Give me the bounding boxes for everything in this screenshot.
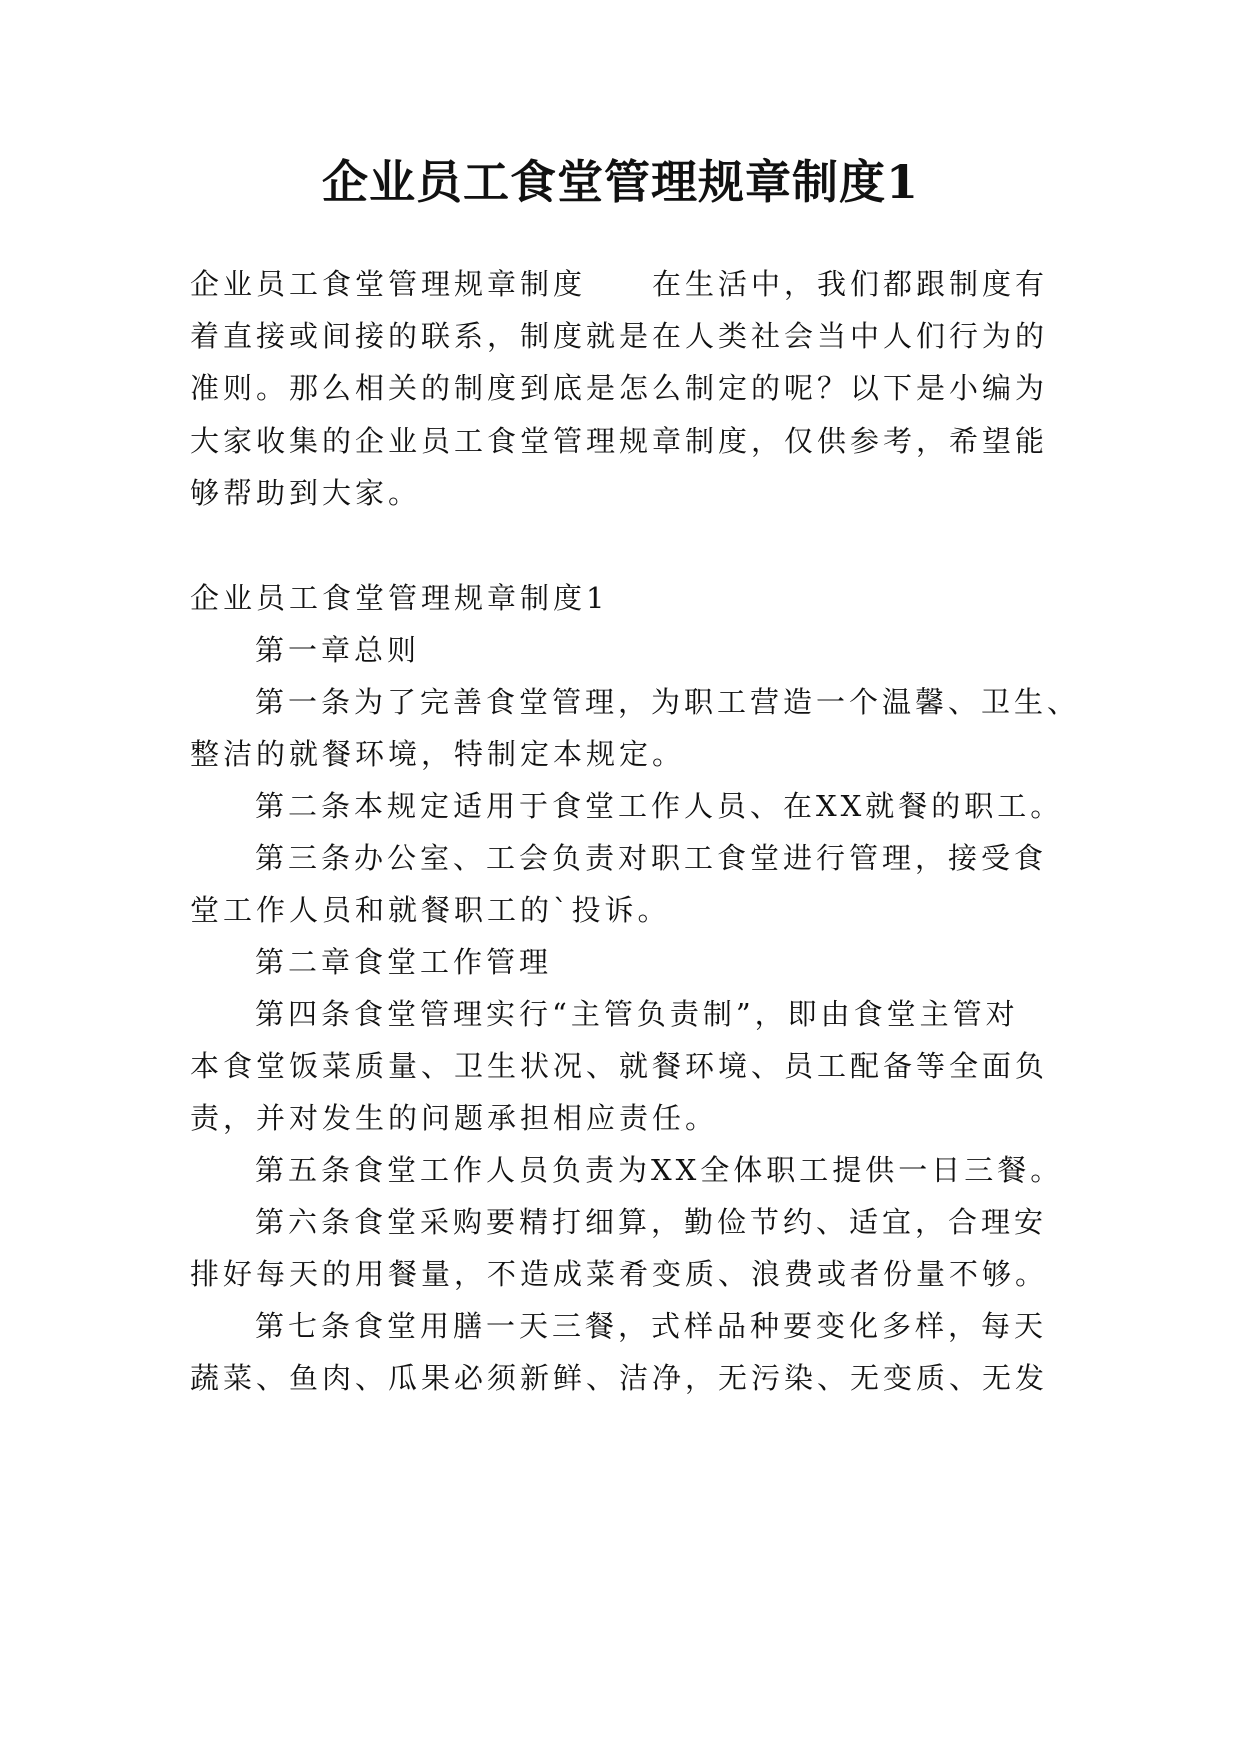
body-line-13: 蔬菜、鱼肉、瓜果必须新鲜、洁净，无污染、无变质、无发 bbox=[190, 1361, 1049, 1395]
intro-line-2: 着直接或间接的联系，制度就是在人类社会当中人们行为的 bbox=[190, 319, 1049, 353]
intro-line-5: 够帮助到大家。 bbox=[190, 476, 422, 510]
body-line-12: 第七条食堂用膳一天三餐，式样品种要变化多样，每天 bbox=[255, 1309, 1048, 1343]
document-title: 企业员工食堂管理规章制度1 bbox=[321, 155, 919, 209]
body-line-8: 责，并对发生的问题承担相应责任。 bbox=[190, 1101, 719, 1135]
chapter-heading-1: 第一章总则 bbox=[255, 633, 421, 667]
chapter-heading-2: 第二章食堂工作管理 bbox=[255, 945, 553, 979]
body-line-5: 堂工作人员和就餐职工的`投诉。 bbox=[190, 893, 671, 927]
body-line-11: 排好每天的用餐量，不造成菜肴变质、浪费或者份量不够。 bbox=[190, 1257, 1049, 1291]
body-line-3: 第二条本规定适用于食堂工作人员、在XX就餐的职工。 bbox=[255, 789, 1064, 823]
body-line-2: 整洁的就餐环境，特制定本规定。 bbox=[190, 737, 686, 771]
intro-line-1: 企业员工食堂管理规章制度 在生活中，我们都跟制度有 bbox=[190, 267, 1049, 301]
body-line-9: 第五条食堂工作人员负责为XX全体职工提供一日三餐。 bbox=[255, 1153, 1064, 1187]
intro-line-3: 准则。那么相关的制度到底是怎么制定的呢？以下是小编为 bbox=[190, 371, 1049, 405]
section-heading: 企业员工食堂管理规章制度1 bbox=[190, 581, 609, 615]
intro-line-4: 大家收集的企业员工食堂管理规章制度，仅供参考，希望能 bbox=[190, 424, 1049, 458]
body-line-1: 第一条为了完善食堂管理，为职工营造一个温馨、卫生、 bbox=[255, 685, 1081, 719]
body-line-7: 本食堂饭菜质量、卫生状况、就餐环境、员工配备等全面负 bbox=[190, 1049, 1049, 1083]
body-line-4: 第三条办公室、工会负责对职工食堂进行管理，接受食 bbox=[255, 841, 1048, 875]
body-line-6: 第四条食堂管理实行“主管负责制”，即由食堂主管对 bbox=[255, 997, 1019, 1031]
body-line-10: 第六条食堂采购要精打细算，勤俭节约、适宜，合理安 bbox=[255, 1205, 1048, 1239]
